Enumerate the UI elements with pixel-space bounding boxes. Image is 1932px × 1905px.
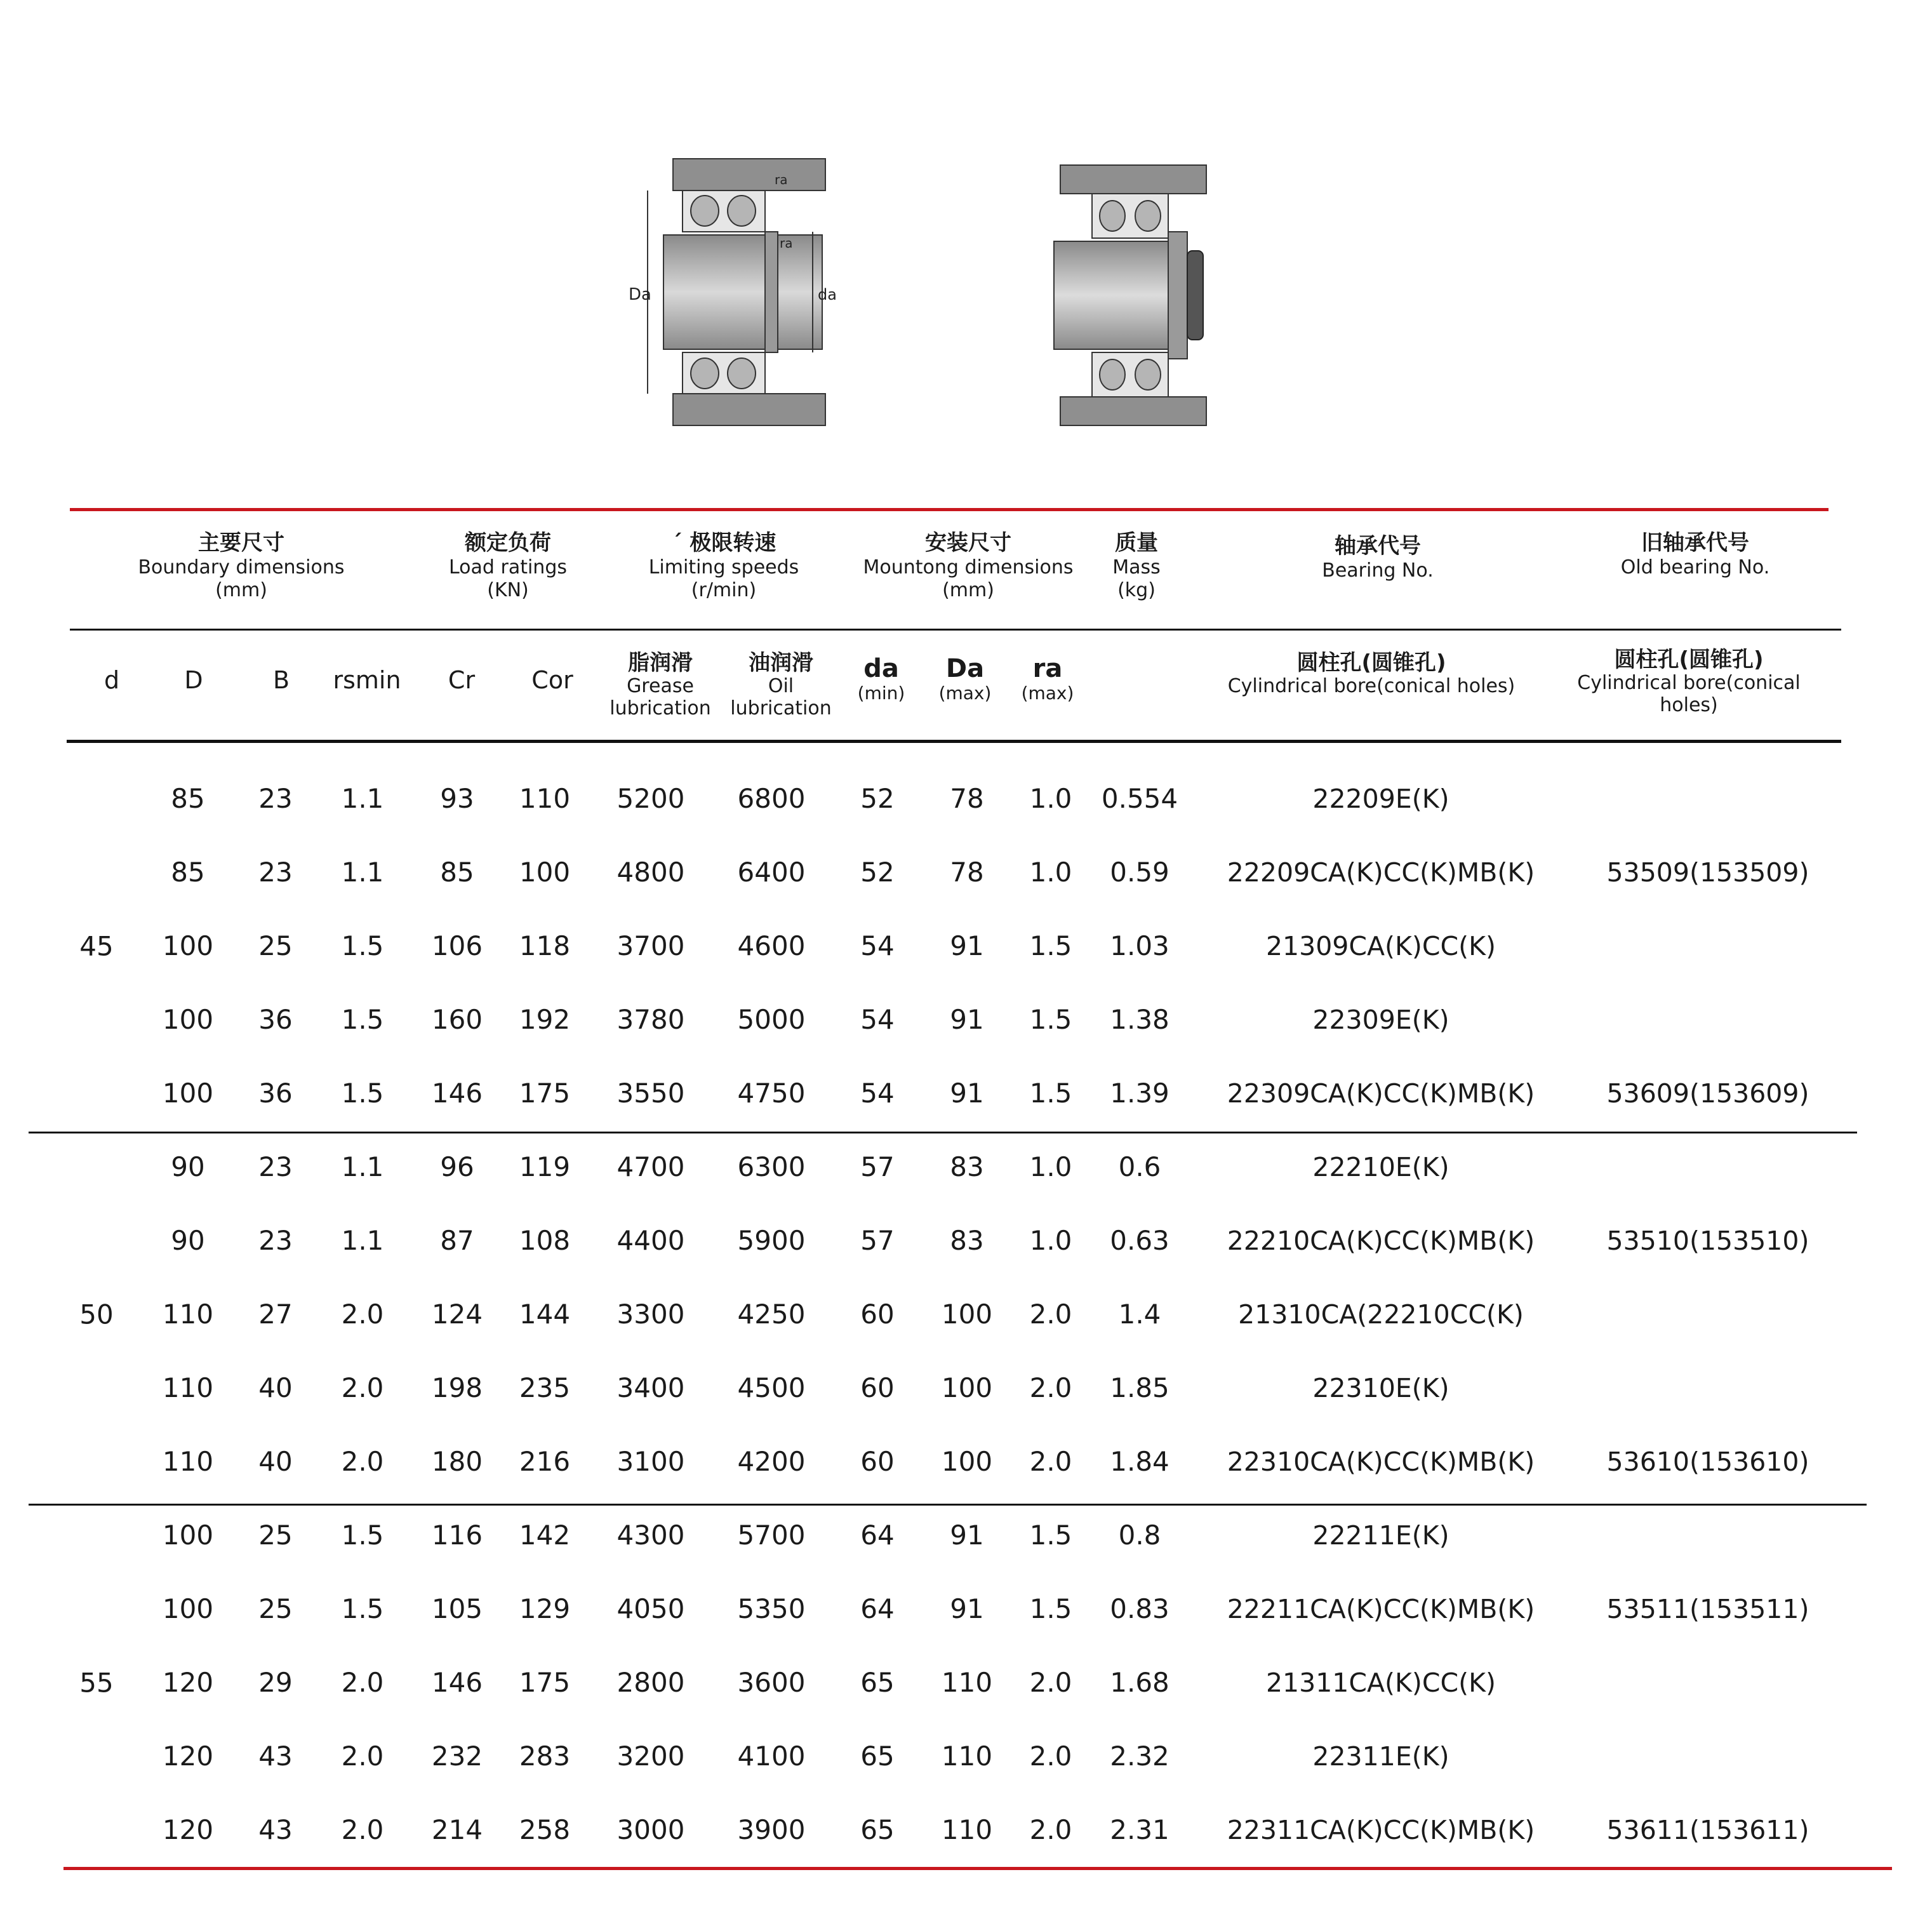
group-d-value: 50 — [79, 1299, 114, 1330]
cell-ra: 2.0 — [1029, 1372, 1072, 1403]
cell-rsmin: 2.0 — [341, 1741, 384, 1772]
cell-B: 43 — [258, 1741, 293, 1772]
cell-ra: 2.0 — [1029, 1667, 1072, 1698]
cell-grease-speed: 3100 — [616, 1446, 685, 1477]
cell-Da: 91 — [950, 930, 984, 961]
cell-Cor: 235 — [519, 1372, 571, 1403]
cell-Cr: 124 — [431, 1299, 483, 1330]
cell-Cor: 119 — [519, 1151, 571, 1182]
cell-ra: 1.0 — [1029, 1151, 1072, 1182]
cell-ra: 1.5 — [1029, 1593, 1072, 1624]
cell-Da: 78 — [950, 783, 984, 814]
cell-old-bearing-no: 53509(153509) — [1606, 857, 1809, 888]
cell-D: 90 — [171, 1225, 205, 1256]
bearing-mounting-diagram-cylindrical — [629, 152, 837, 432]
cell-Da: 91 — [950, 1004, 984, 1035]
cell-mass: 2.32 — [1110, 1741, 1169, 1772]
cell-Cr: 93 — [440, 783, 474, 814]
table-row — [0, 1720, 1932, 1793]
table-row — [0, 983, 1932, 1057]
header-load-ratings: 额定负荷 Load ratings (KN) — [448, 530, 567, 601]
cell-bearing-no: 22311CA(K)CC(K)MB(K) — [1227, 1815, 1535, 1845]
cell-Da: 83 — [950, 1225, 984, 1256]
cell-B: 36 — [258, 1004, 293, 1035]
cell-grease-speed: 4700 — [616, 1151, 685, 1182]
cell-bearing-no: 22211CA(K)CC(K)MB(K) — [1227, 1594, 1535, 1624]
cell-grease-speed: 4400 — [616, 1225, 685, 1256]
col-da: da (min) — [857, 654, 905, 704]
cell-D: 120 — [162, 1667, 214, 1698]
cell-ra: 2.0 — [1029, 1741, 1072, 1772]
cell-Cor: 192 — [519, 1004, 571, 1035]
cell-bearing-no: 22210CA(K)CC(K)MB(K) — [1227, 1226, 1535, 1256]
cell-oil-speed: 4100 — [737, 1741, 806, 1772]
cell-grease-speed: 3780 — [616, 1004, 685, 1035]
Da-label: Da — [629, 285, 651, 304]
cell-mass: 1.39 — [1110, 1078, 1169, 1109]
cell-oil-speed: 5900 — [737, 1225, 806, 1256]
group-d-value: 55 — [79, 1667, 114, 1699]
cell-rsmin: 1.5 — [341, 1520, 384, 1551]
cell-Cr: 96 — [440, 1151, 474, 1182]
ra-label-inner: ra — [780, 236, 793, 251]
group-separator-1 — [29, 1132, 1857, 1133]
cell-ra: 2.0 — [1029, 1814, 1072, 1845]
cell-grease-speed: 3700 — [616, 930, 685, 961]
cell-rsmin: 1.5 — [341, 930, 384, 961]
cell-ra: 1.5 — [1029, 1520, 1072, 1551]
table-row — [0, 909, 1932, 983]
cell-Da: 78 — [950, 857, 984, 888]
cell-B: 36 — [258, 1078, 293, 1109]
cell-B: 23 — [258, 857, 293, 888]
col-Da: Da (max) — [938, 654, 992, 704]
cell-mass: 1.4 — [1118, 1299, 1161, 1330]
cell-mass: 1.68 — [1110, 1667, 1169, 1698]
cell-Da: 91 — [950, 1520, 984, 1551]
cell-D: 110 — [162, 1372, 214, 1403]
cell-Cor: 175 — [519, 1667, 571, 1698]
cell-da: 65 — [860, 1741, 895, 1772]
cell-Da: 110 — [941, 1814, 993, 1845]
cell-old-bearing-no: 53609(153609) — [1606, 1078, 1809, 1109]
cell-B: 23 — [258, 783, 293, 814]
table-row — [0, 836, 1932, 909]
cell-Cr: 105 — [431, 1593, 483, 1624]
header-boundary-dimensions: 主要尺寸 Boundary dimensions (mm) — [138, 530, 345, 601]
cell-da: 57 — [860, 1151, 895, 1182]
cell-Da: 100 — [941, 1372, 993, 1403]
cell-da: 64 — [860, 1520, 895, 1551]
cell-ra: 1.0 — [1029, 783, 1072, 814]
cell-bearing-no: 22311E(K) — [1312, 1741, 1449, 1772]
cell-grease-speed: 3400 — [616, 1372, 685, 1403]
cell-da: 54 — [860, 930, 895, 961]
cell-oil-speed: 4600 — [737, 930, 806, 961]
cell-Da: 110 — [941, 1667, 993, 1698]
col-grease: 脂润滑 Grease lubrication — [610, 650, 711, 719]
col-B: B — [272, 666, 290, 694]
cell-rsmin: 1.1 — [341, 783, 384, 814]
cell-old-bearing-no: 53611(153611) — [1606, 1815, 1809, 1845]
col-Cr: Cr — [448, 666, 476, 694]
cell-Da: 83 — [950, 1151, 984, 1182]
cell-da: 65 — [860, 1667, 895, 1698]
ra-label-top: ra — [775, 172, 788, 187]
cell-mass: 1.38 — [1110, 1004, 1169, 1035]
cell-ra: 1.0 — [1029, 1225, 1072, 1256]
cell-Cr: 146 — [431, 1667, 483, 1698]
cell-B: 40 — [258, 1372, 293, 1403]
table-row — [0, 1499, 1932, 1572]
group-separator-2 — [29, 1504, 1867, 1506]
cell-Cor: 110 — [519, 783, 571, 814]
cell-B: 25 — [258, 1520, 293, 1551]
table-row — [0, 1351, 1932, 1425]
cell-oil-speed: 6400 — [737, 857, 806, 888]
table-row — [0, 1278, 1932, 1351]
cell-da: 60 — [860, 1299, 895, 1330]
col-ra: ra (max) — [1021, 654, 1074, 704]
cell-D: 90 — [171, 1151, 205, 1182]
cell-B: 23 — [258, 1225, 293, 1256]
cell-mass: 0.554 — [1101, 783, 1178, 814]
header-mass: 质量 Mass (kg) — [1112, 530, 1161, 601]
cell-da: 54 — [860, 1004, 895, 1035]
table-bottom-rule — [63, 1867, 1892, 1870]
table-row — [0, 1204, 1932, 1278]
cell-rsmin: 2.0 — [341, 1372, 384, 1403]
cell-bearing-no: 22309CA(K)CC(K)MB(K) — [1227, 1078, 1535, 1109]
cell-oil-speed: 6800 — [737, 783, 806, 814]
cell-grease-speed: 4050 — [616, 1593, 685, 1624]
cell-grease-speed: 4300 — [616, 1520, 685, 1551]
cell-old-bearing-no: 53510(153510) — [1606, 1226, 1809, 1256]
cell-bearing-no: 21309CA(K)CC(K) — [1265, 931, 1496, 961]
cell-rsmin: 1.5 — [341, 1593, 384, 1624]
bearing-sleeve-cross-section-drawing — [1054, 152, 1219, 432]
cell-bearing-no: 21311CA(K)CC(K) — [1265, 1668, 1496, 1698]
table-row — [0, 1130, 1932, 1204]
header-limiting-speeds: ´ 极限转速 Limiting speeds (r/min) — [648, 530, 799, 601]
cell-Cor: 142 — [519, 1520, 571, 1551]
table-top-rule — [70, 508, 1829, 511]
cell-Cor: 283 — [519, 1741, 571, 1772]
cell-oil-speed: 5000 — [737, 1004, 806, 1035]
cell-ra: 2.0 — [1029, 1299, 1072, 1330]
cell-Cor: 258 — [519, 1814, 571, 1845]
header-mounting-dimensions: 安装尺寸 Mountong dimensions (mm) — [863, 530, 1074, 601]
cell-B: 40 — [258, 1446, 293, 1477]
cell-rsmin: 1.1 — [341, 1151, 384, 1182]
cell-B: 27 — [258, 1299, 293, 1330]
col-D: D — [184, 666, 203, 694]
cell-rsmin: 1.5 — [341, 1078, 384, 1109]
group-d-value: 45 — [79, 930, 114, 962]
cell-bearing-no: 22310CA(K)CC(K)MB(K) — [1227, 1447, 1535, 1477]
cell-grease-speed: 4800 — [616, 857, 685, 888]
col-rsmin: rsmin — [333, 666, 401, 694]
col-oil: 油润滑 Oil lubrication — [730, 650, 832, 719]
cell-rsmin: 1.5 — [341, 1004, 384, 1035]
cell-Cor: 175 — [519, 1078, 571, 1109]
cell-mass: 0.83 — [1110, 1593, 1169, 1624]
cell-oil-speed: 4200 — [737, 1446, 806, 1477]
cell-da: 64 — [860, 1593, 895, 1624]
cell-D: 85 — [171, 857, 205, 888]
cell-D: 110 — [162, 1446, 214, 1477]
cell-mass: 1.03 — [1110, 930, 1169, 961]
cell-D: 100 — [162, 1078, 214, 1109]
cell-da: 60 — [860, 1446, 895, 1477]
cell-Cor: 144 — [519, 1299, 571, 1330]
cell-bearing-no: 22210E(K) — [1312, 1152, 1449, 1182]
cell-B: 23 — [258, 1151, 293, 1182]
cell-grease-speed: 5200 — [616, 783, 685, 814]
cell-old-bearing-no: 53511(153511) — [1606, 1594, 1809, 1624]
cell-Cr: 116 — [431, 1520, 483, 1551]
cell-D: 100 — [162, 1004, 214, 1035]
cell-oil-speed: 4750 — [737, 1078, 806, 1109]
cell-Da: 110 — [941, 1741, 993, 1772]
cell-grease-speed: 3000 — [616, 1814, 685, 1845]
cell-rsmin: 1.1 — [341, 857, 384, 888]
cell-D: 100 — [162, 1593, 214, 1624]
cell-grease-speed: 3200 — [616, 1741, 685, 1772]
col-Cor: Cor — [531, 666, 573, 694]
cell-Cor: 129 — [519, 1593, 571, 1624]
cell-bearing-no: 22209CA(K)CC(K)MB(K) — [1227, 857, 1535, 888]
cell-Da: 91 — [950, 1593, 984, 1624]
cell-da: 54 — [860, 1078, 895, 1109]
bearing-cross-section-drawing — [629, 152, 837, 432]
cell-Cr: 87 — [440, 1225, 474, 1256]
table-row — [0, 1057, 1932, 1130]
cell-da: 52 — [860, 857, 895, 888]
cell-B: 25 — [258, 930, 293, 961]
cell-mass: 0.8 — [1118, 1520, 1161, 1551]
table-row — [0, 1572, 1932, 1646]
header-bottom-rule — [67, 740, 1841, 743]
cell-mass: 0.6 — [1118, 1151, 1161, 1182]
cell-mass: 1.84 — [1110, 1446, 1169, 1477]
cell-da: 57 — [860, 1225, 895, 1256]
cell-Cr: 180 — [431, 1446, 483, 1477]
cell-Da: 100 — [941, 1446, 993, 1477]
cell-B: 43 — [258, 1814, 293, 1845]
cell-ra: 1.5 — [1029, 930, 1072, 961]
header-old-bearing-no: 旧轴承代号 Old bearing No. — [1620, 530, 1770, 578]
header-mid-rule — [70, 629, 1841, 631]
cell-oil-speed: 6300 — [737, 1151, 806, 1182]
cell-mass: 0.59 — [1110, 857, 1169, 888]
cell-da: 60 — [860, 1372, 895, 1403]
cell-rsmin: 2.0 — [341, 1446, 384, 1477]
cell-D: 100 — [162, 930, 214, 961]
cell-Cor: 118 — [519, 930, 571, 961]
cell-oil-speed: 3600 — [737, 1667, 806, 1698]
cell-ra: 1.5 — [1029, 1004, 1072, 1035]
cell-Cor: 216 — [519, 1446, 571, 1477]
cell-D: 120 — [162, 1741, 214, 1772]
cell-bearing-no: 21310CA(22210CC(K) — [1238, 1299, 1524, 1330]
cell-ra: 1.0 — [1029, 857, 1072, 888]
cell-Cr: 146 — [431, 1078, 483, 1109]
cell-oil-speed: 4500 — [737, 1372, 806, 1403]
cell-mass: 2.31 — [1110, 1814, 1169, 1845]
cell-grease-speed: 3550 — [616, 1078, 685, 1109]
cell-Cr: 214 — [431, 1814, 483, 1845]
cell-oil-speed: 5700 — [737, 1520, 806, 1551]
cell-ra: 2.0 — [1029, 1446, 1072, 1477]
cell-mass: 0.63 — [1110, 1225, 1169, 1256]
cell-rsmin: 1.1 — [341, 1225, 384, 1256]
cell-old-bearing-no: 53610(153610) — [1606, 1447, 1809, 1477]
header-bearing-no: 轴承代号 Bearing No. — [1322, 533, 1434, 582]
table-row — [0, 1793, 1932, 1867]
cell-D: 110 — [162, 1299, 214, 1330]
cell-Cr: 198 — [431, 1372, 483, 1403]
cell-oil-speed: 4250 — [737, 1299, 806, 1330]
cell-da: 65 — [860, 1814, 895, 1845]
bearing-mounting-diagram-sleeve — [1054, 152, 1219, 432]
cell-bearing-no: 22310E(K) — [1312, 1373, 1449, 1403]
cell-B: 29 — [258, 1667, 293, 1698]
cell-D: 100 — [162, 1520, 214, 1551]
cell-rsmin: 2.0 — [341, 1667, 384, 1698]
cell-Cor: 108 — [519, 1225, 571, 1256]
cell-B: 25 — [258, 1593, 293, 1624]
cell-bearing-no: 22309E(K) — [1312, 1005, 1449, 1035]
table-row — [0, 762, 1932, 836]
table-row — [0, 1646, 1932, 1720]
cell-Cor: 100 — [519, 857, 571, 888]
cell-rsmin: 2.0 — [341, 1814, 384, 1845]
col-d: d — [103, 666, 120, 694]
cell-Cr: 232 — [431, 1741, 483, 1772]
cell-da: 52 — [860, 783, 895, 814]
cell-oil-speed: 5350 — [737, 1593, 806, 1624]
cell-grease-speed: 3300 — [616, 1299, 685, 1330]
da-label: da — [818, 286, 837, 304]
cell-Cr: 160 — [431, 1004, 483, 1035]
cell-Cr: 85 — [440, 857, 474, 888]
cell-D: 120 — [162, 1814, 214, 1845]
col-old-bearing-no: 圆柱孔(圆锥孔) Cylindrical bore(conical holes) — [1577, 647, 1801, 716]
cell-bearing-no: 22211E(K) — [1312, 1520, 1449, 1551]
cell-oil-speed: 3900 — [737, 1814, 806, 1845]
cell-Da: 100 — [941, 1299, 993, 1330]
col-bearing-no: 圆柱孔(圆锥孔) Cylindrical bore(conical holes) — [1227, 650, 1516, 698]
cell-rsmin: 2.0 — [341, 1299, 384, 1330]
cell-grease-speed: 2800 — [616, 1667, 685, 1698]
cell-bearing-no: 22209E(K) — [1312, 784, 1449, 814]
cell-Da: 91 — [950, 1078, 984, 1109]
table-row — [0, 1425, 1932, 1499]
cell-mass: 1.85 — [1110, 1372, 1169, 1403]
cell-D: 85 — [171, 783, 205, 814]
cell-ra: 1.5 — [1029, 1078, 1072, 1109]
cell-Cr: 106 — [431, 930, 483, 961]
